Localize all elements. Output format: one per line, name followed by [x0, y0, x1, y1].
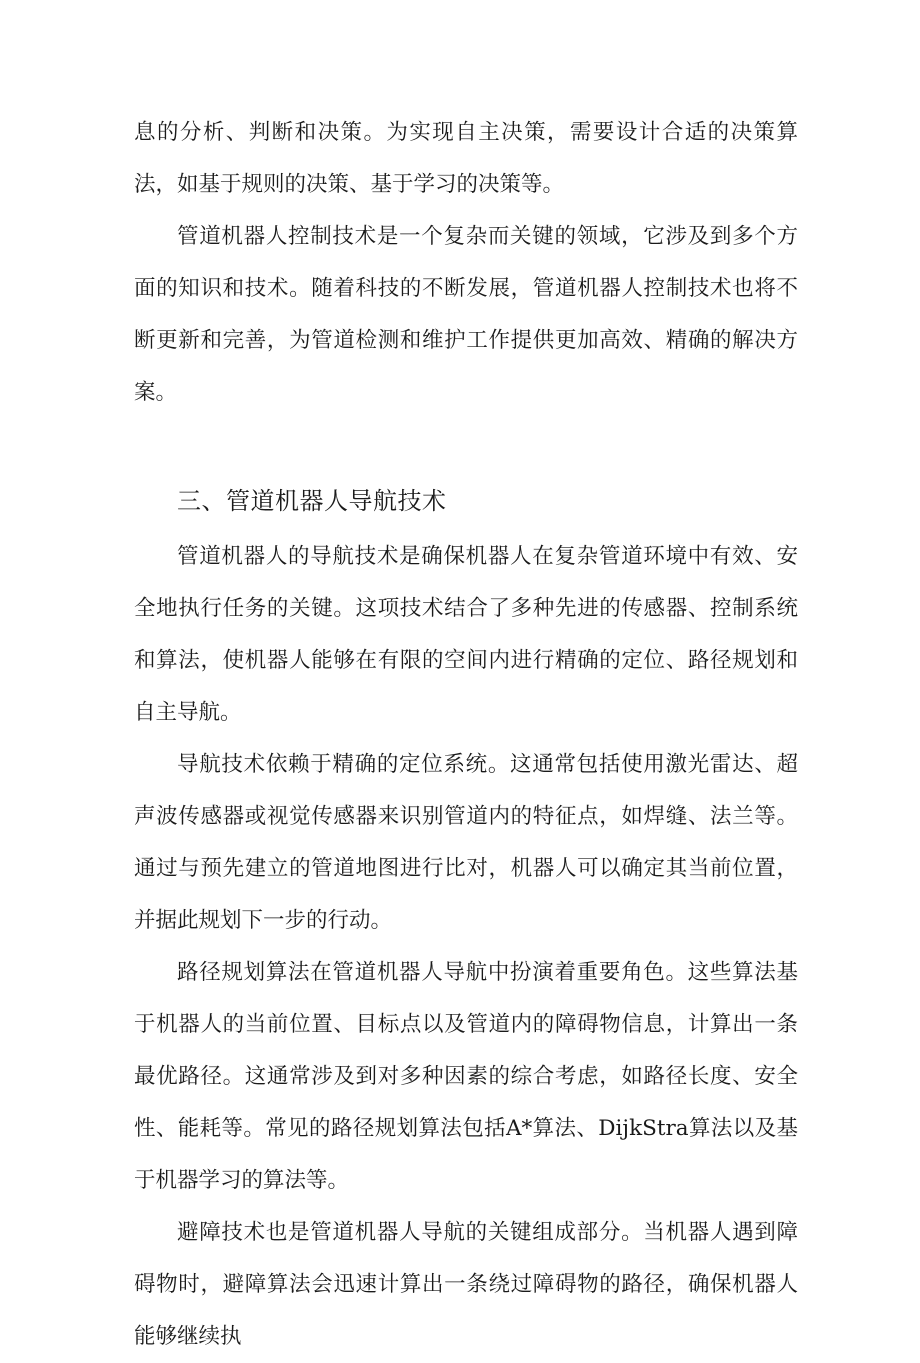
- paragraph-navigation-intro: 管道机器人的导航技术是确保机器人在复杂管道环境中有效、安全地执行任务的关键。这项技术结合了多种先进的传感器、控制系统和算法，使机器人能够在有限的空间内进行精确的定位、路径规划和自主导航。: [134, 544, 798, 725]
- paragraph-control-summary: 管道机器人控制技术是一个复杂而关键的领域，它涉及到多个方面的知识和技术。随着科技的不断发展，管道机器人控制技术也将不断更新和完善，为管道检测和维护工作提供更加高效、精确的解决方案。: [134, 224, 798, 405]
- document-body: [134, 107, 798, 1363]
- paragraph-decision-continuation: 息的分析、判断和决策。为实现自主决策，需要设计合适的决策算法，如基于规则的决策、基于学习的决策等。: [134, 120, 798, 197]
- paragraph-path-planning: 路径规划算法在管道机器人导航中扮演着重要角色。这些算法基于机器人的当前位置、目标点以及管道内的障碍物信息，计算出一条最优路径。这通常涉及到对多种因素的综合考虑，如路径长度、安全性、能耗等。常见的路径规划算法包括A*算法、DijkStra算法以及基于机器学习的算法等。: [134, 960, 798, 1193]
- section-heading: 三、管道机器人导航技术: [177, 487, 447, 515]
- paragraph-obstacle-avoidance: 避障技术也是管道机器人导航的关键组成部分。当机器人遇到障碍物时，避障算法会迅速计算出一条绕过障碍物的路径，确保机器人能够继续执: [134, 1220, 798, 1349]
- paragraph-positioning-system: 导航技术依赖于精确的定位系统。这通常包括使用激光雷达、超声波传感器或视觉传感器来识别管道内的特征点，如焊缝、法兰等。通过与预先建立的管道地图进行比对，机器人可以确定其当前位置，并据此规划下一步的行动。: [134, 752, 798, 933]
